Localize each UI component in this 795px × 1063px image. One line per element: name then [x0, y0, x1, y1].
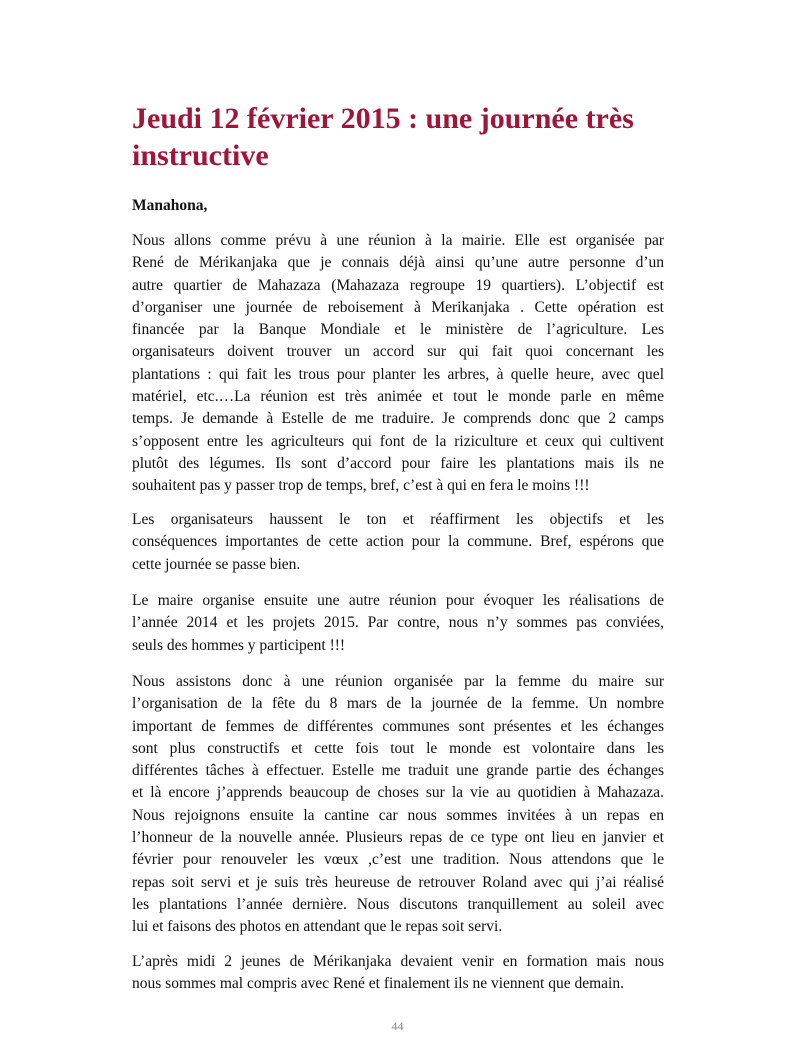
- greeting: Manahona,: [132, 197, 208, 214]
- text-line: autre quartier de Mahazaza (Mahazaza regroupe 19 quartiers). L’objectif est: [132, 276, 664, 294]
- text-line: L’après midi 2 jeunes de Mérikanjaka devaient venir en formation mais nous: [132, 953, 664, 970]
- text-line: seuls des hommes y participent !!!: [132, 636, 346, 654]
- text-line: les plantations l’année dernière. Nous discutons tranquillement au soleil avec: [132, 895, 664, 913]
- text-line: l’organisation de la fête du 8 mars de la journée de la femme. Un nombre: [132, 695, 664, 713]
- text-line: l’année 2014 et les projets 2015. Par contre, nous n’y sommes pas conviées,: [132, 614, 664, 632]
- paragraph: [132, 230, 664, 498]
- text-line: repas soit servi et je suis très heureuse de retrouver Roland avec qui j’ai réalisé: [132, 873, 664, 891]
- paragraph: [132, 590, 664, 657]
- text-line: plutôt des légumes. Ils sont d’accord pour faire les plantations mais ils ne: [132, 454, 664, 472]
- text-line: organisateurs doivent trouver un accord sur qui fait quoi concernant les: [132, 343, 664, 361]
- paragraph: [132, 671, 664, 939]
- text-line: René de Mérikanjaka que je connais déjà ainsi qu’une autre personne d’un: [132, 254, 664, 272]
- text-line: Les organisateurs haussent le ton et réaffirment les objectifs et les: [132, 511, 664, 528]
- text-line: février pour renouveler les vœux ,c’est une tradition. Nous attendons que le: [132, 851, 664, 869]
- text-line: différentes tâches à effectuer. Estelle me traduit une grande partie des échanges: [132, 762, 664, 780]
- text-line: Nous rejoignons ensuite la cantine car nous sommes invitées à un repas en: [132, 806, 664, 824]
- text-line: important de femmes de différentes communes sont présentes et les échanges: [132, 717, 664, 735]
- text-line: l’honneur de la nouvelle année. Plusieurs repas de ce type ont lieu en janvier et: [132, 829, 664, 847]
- text-line: souhaitent pas y passer trop de temps, bref, c’est à qui en fera le moins !!!: [132, 477, 590, 495]
- text-line: Nous allons comme prévu à une réunion à la mairie. Elle est organisée par: [132, 232, 664, 249]
- text-line: matériel, etc.…La réunion est très animée et tout le monde parle en même: [132, 388, 664, 406]
- text-line: plantations : qui fait les trous pour planter les arbres, à quelle heure, avec quel: [132, 365, 664, 383]
- text-line: d’organiser une journée de reboisement à Merikanjaka . Cette opération est: [132, 298, 664, 316]
- text-line: et là encore j’apprends beaucoup de choses sur la vie au quotidien à Mahazaza.: [132, 784, 664, 802]
- paragraph: [132, 509, 664, 576]
- text-line: lui et faisons des photos en attendant que le repas soit servi.: [132, 918, 503, 936]
- text-line: cette journée se passe bien.: [132, 555, 301, 573]
- page-number: 44: [391, 1019, 404, 1033]
- text-line: s’opposent entre les agriculteurs qui font de la riziculture et ceux qui cultivent: [132, 432, 664, 450]
- text-line: sont plus constructifs et cette fois tout le monde est volontaire dans les: [132, 739, 664, 757]
- text-line: nous sommes mal compris avec René et finalement ils ne viennent que demain.: [132, 975, 624, 993]
- text-line: conséquences importantes de cette action pour la commune. Bref, espérons que: [132, 533, 664, 551]
- text-line: Le maire organise ensuite une autre réunion pour évoquer les réalisations de: [132, 592, 664, 609]
- text-line: financée par la Banque Mondiale et le ministère de l’agriculture. Les: [132, 321, 664, 339]
- paragraph: [132, 951, 664, 996]
- page-title: Jeudi 12 février 2015 : une journée très instructive: [132, 102, 634, 172]
- text-line: Nous assistons donc à une réunion organisée par la femme du maire sur: [132, 673, 664, 690]
- text-line: temps. Je demande à Estelle de me traduire. Je comprends donc que 2 camps: [132, 410, 664, 428]
